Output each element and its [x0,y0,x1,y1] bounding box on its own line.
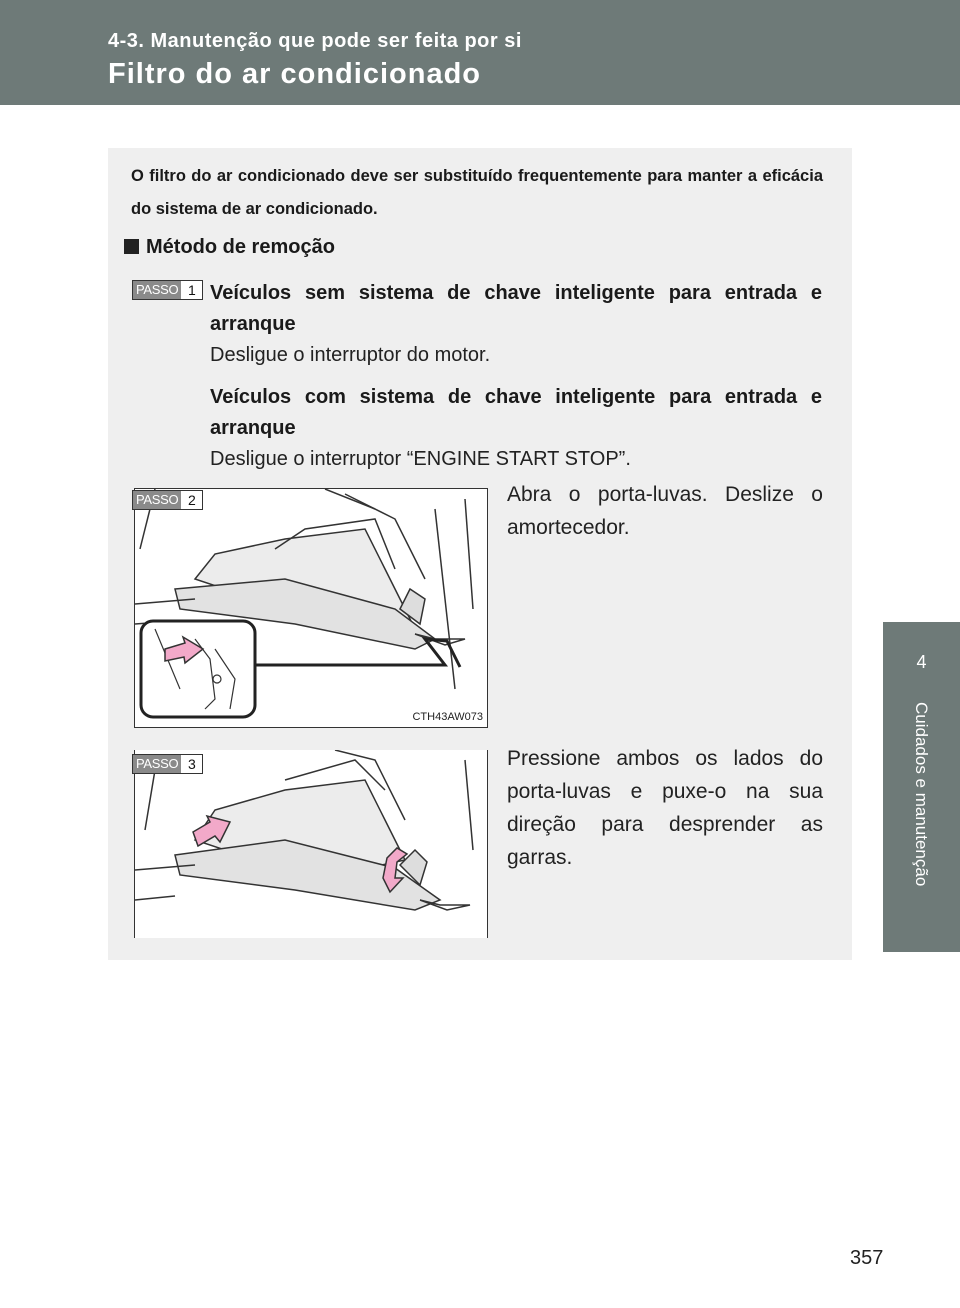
step-label: PASSO [133,755,181,773]
chapter-number: 4 [916,652,927,672]
step-1-case-b [210,382,822,474]
page-title: Filtro do ar condicionado [108,58,481,90]
step-3-text: Pressione ambos os lados do porta-luvas e puxe-o na sua direção para desprender as garras. [507,747,823,869]
glove-box-remove-illustration [135,750,488,938]
step-1-badge [132,280,203,300]
step-number: 1 [187,282,196,298]
chapter-header [0,0,960,105]
step-label: PASSO [133,281,181,299]
step-1-case-a-heading: Veículos sem sistema de chave inteligente para entrada e arranque [210,282,822,335]
step-2-text: Abra o porta-luvas. Deslize o amortecedor. [507,483,823,539]
chapter-side-tab[interactable] [883,622,960,952]
step-1-case-b-text: Desligue o interruptor “ENGINE START STOP”. [210,448,631,470]
subheading-text: Método de remoção [146,236,335,258]
step-3-figure [134,750,488,938]
section-title: 4-3. Manutenção que pode ser feita por si [108,30,522,52]
intro-paragraph: O filtro do ar condicionado deve ser substituído frequentemente para manter a eficácia do sistema de ar condicionado. [131,167,823,218]
step-1-case-a [210,278,822,370]
step-number: 3 [187,756,196,772]
step-number: 2 [187,492,196,508]
step-label: PASSO [133,491,181,509]
step-1-case-a-text: Desligue o interruptor do motor. [210,344,491,366]
subheading [124,236,335,259]
chapter-label: Cuidados e manutenção [912,702,931,887]
content-panel [108,148,852,960]
step-2-figure [134,488,488,728]
square-bullet-icon [124,239,139,254]
glove-box-open-illustration [135,489,488,728]
step-1-case-b-heading: Veículos com sistema de chave inteligente para entrada e arranque [210,386,822,439]
step-3-badge [132,754,203,774]
page-number: 357 [850,1247,884,1269]
step-2-badge [132,490,203,510]
figure-code: CTH43AW073 [412,711,483,723]
